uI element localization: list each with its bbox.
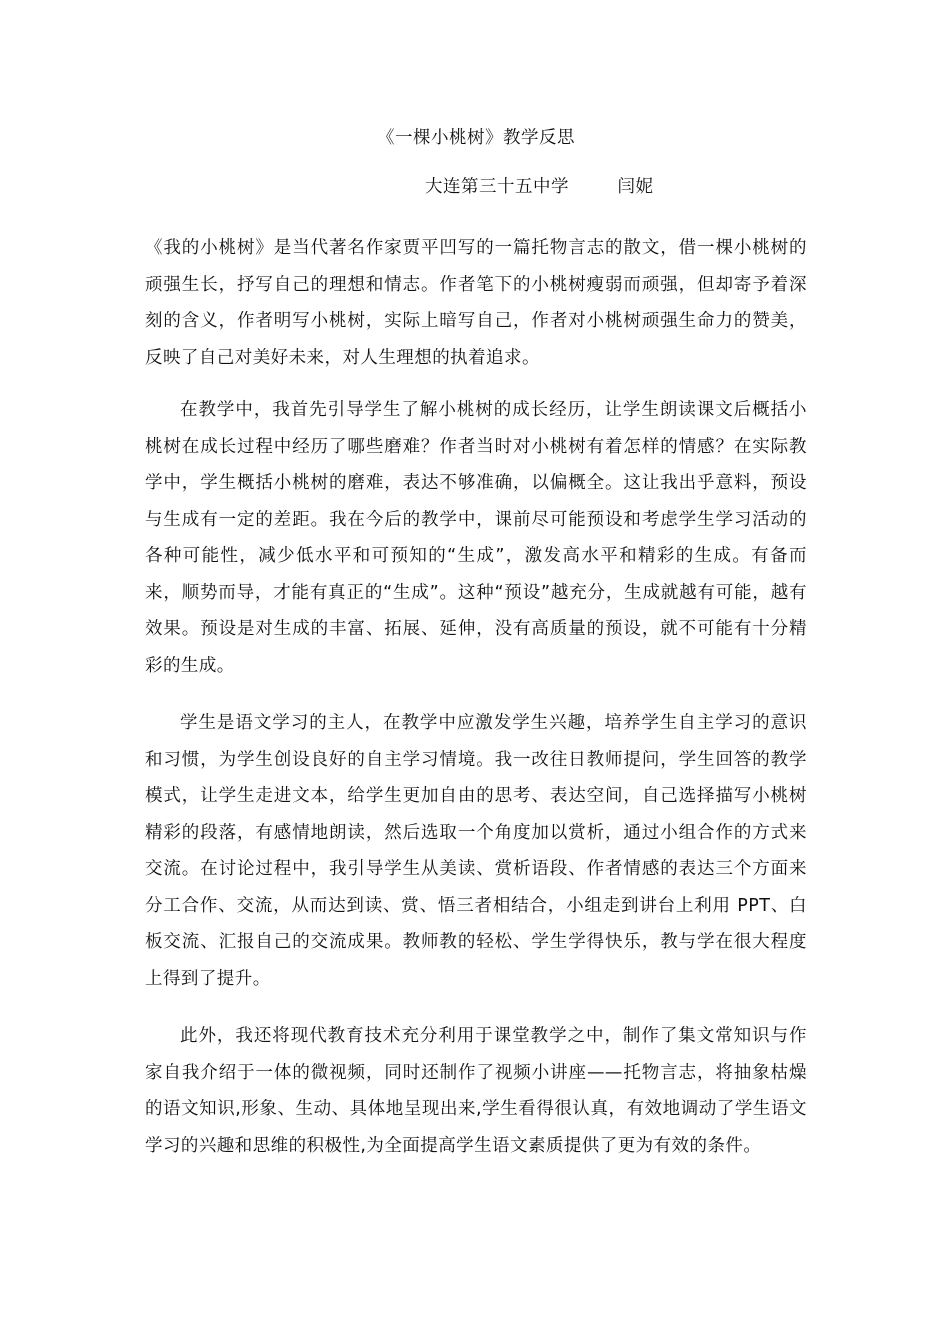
paragraph-intro: 《我的小桃树》是当代著名作家贾平凹写的一篇托物言志的散文，借一棵小桃树的顽强生长，抒写自己的理想和情志。作者笔下的小桃树瘦弱而顽强，但却寄予着深刻的含义，作者明写小桃树，实际上暗写自己，作者对小桃树顽强生命力的赞美，反映了自己对美好未来，对人生理想的执着追求。	[145, 238, 807, 368]
paragraph-technology: 此外，我还将现代教育技术充分利用于课堂教学之中，制作了集文常知识与作家自我介绍于一体的微视频，同时还制作了视频小讲座——托物言志，将抽象枯燥的语文知识,形象、生动、具体地呈现出来,学生看得很认真，有效地调动了学生语文学习的兴趣和思维的积极性,为全面提高学生语文素质提供了更为有效的条件。	[145, 1026, 807, 1156]
author-byline: 大连第三十五中学 闫妮	[425, 177, 654, 197]
document-title: 《一棵小桃树》教学反思	[377, 128, 575, 148]
paragraph-teaching-process: 在教学中，我首先引导学生了解小桃树的成长经历，让学生朗读课文后概括小桃树在成长过程中经历了哪些磨难？作者当时对小桃树有着怎样的情感？在实际教学中，学生概括小桃树的磨难，表达不够准确，以偏概全。这让我出乎意料，预设与生成有一定的差距。我在今后的教学中，课前尽可能预设和考虑学生学习活动的各种可能性，减少低水平和可预知的“生成”，激发高水平和精彩的生成。有备而来，顺势而导，才能有真正的“生成”。这种“预设”越充分，生成就越有可能，越有效果。预设是对生成的丰富、拓展、延伸，没有高质量的预设，就不可能有十分精彩的生成。	[145, 400, 807, 676]
paragraph-student-autonomy: 学生是语文学习的主人，在教学中应激发学生兴趣，培养学生自主学习的意识和习惯，为学生创设良好的自主学习情境。我一改往日教师提问，学生回答的教学模式，让学生走进文本，给学生更加自由的思考、表达空间，自己选择描写小桃树精彩的段落，有感情地朗读，然后选取一个角度加以赏析，通过小组合作的方式来交流。在讨论过程中，我引导学生从美读、赏析语段、作者情感的表达三个方面来分工合作、交流，从而达到读、赏、悟三者相结合，小组走到讲台上利用 PPT、白板交流、汇报自己的交流成果。教师教的轻松、学生学得快乐，教与学在很大程度上得到了提升。	[145, 713, 807, 989]
